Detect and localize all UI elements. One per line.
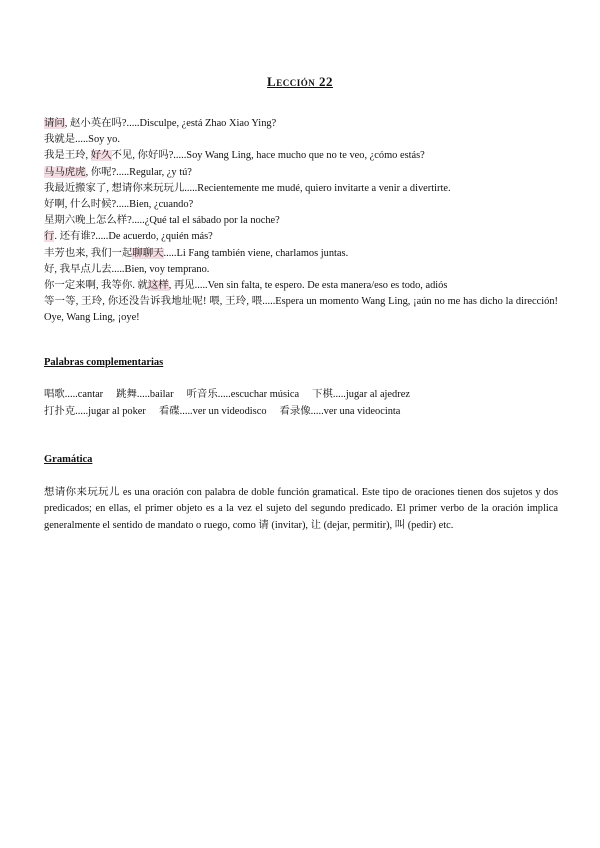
dialog-text: 我就是.....Soy yo. (44, 134, 120, 146)
dialog-line (44, 278, 558, 294)
vocab-item: 打扑克.....jugar al poker (44, 405, 146, 417)
highlighted-phrase: 好久 (90, 150, 112, 162)
highlighted-phrase: 马马虎虎 (44, 166, 86, 178)
highlighted-phrase: 聊聊天 (132, 247, 164, 259)
dialog-line (44, 213, 558, 229)
dialog-text: 好啊, 什么时候?.....Bien, ¿cuando? (44, 199, 194, 211)
vocab-item: 看录像.....ver una videocinta (279, 405, 401, 417)
dialog-text: , 你呢?.....Regular, ¿y tú? (85, 166, 192, 178)
vocab-item: 看碟.....ver un videodisco (158, 405, 267, 417)
dialog-line (44, 116, 558, 132)
highlighted-phrase: 行 (44, 231, 55, 243)
grammar-paragraph: 想请你来玩玩儿 es una oración con palabra de doble función gramatical. Este tipo de oraciones tienen dos sujetos y dos predicados; en ellas, el primer objeto es a la vez el sujeto del segundo predicado. El primer verbo de la oración implica generalmente el sentido de mandato o ruego, como 请 (invitar), 让 (dejar, permitir), 叫 (pedir) etc. (44, 487, 558, 531)
vocab-item: 下棋.....jugar al ajedrez (312, 389, 410, 400)
dialog-text: . 还有谁?.....De acuerdo, ¿quién más? (54, 231, 213, 243)
vocab-list (44, 387, 558, 420)
dialog-text: 等一等, 王玲, 你还没告诉我地址呢! 喂, 王玲, 喂.....Espera un momento Wang Ling, ¡aún no me has dicho la dirección! Oye, Wang Ling, ¡oye! (44, 296, 558, 324)
vocab-row (44, 387, 558, 404)
dialogue (44, 116, 558, 327)
lesson-title: Lección 22 (267, 74, 333, 89)
vocab-heading: Palabras complementarias (44, 357, 164, 368)
dialog-line (44, 197, 558, 213)
dialog-line (44, 181, 558, 197)
dialog-line (44, 148, 558, 164)
vocab-row (44, 404, 558, 421)
dialog-text: 不见, 你好吗?.....Soy Wang Ling, hace mucho que no te veo, ¿cómo estás? (111, 150, 425, 162)
dialog-line (44, 246, 558, 262)
vocab-item: 跳舞.....bailar (116, 389, 174, 400)
dialog-line (44, 294, 558, 326)
dialog-text: 你一定来啊, 我等你. 就 (44, 280, 148, 292)
dialog-text: 我最近搬家了, 想请你来玩玩儿.....Recientemente me mudé, quiero invitarte a venir a divertirte. (44, 182, 451, 194)
vocab-item: 唱歌.....cantar (44, 389, 104, 400)
dialog-text: , 再见.....Ven sin falta, te espero. De esta manera/eso es todo, adiós (168, 280, 448, 292)
highlighted-phrase: 这样 (147, 280, 169, 292)
dialog-text: 我是王玲, (44, 150, 91, 162)
dialog-text: 好, 我早点儿去.....Bien, voy temprano. (44, 263, 210, 275)
highlighted-phrase: 请问 (44, 118, 65, 129)
dialog-text: .....Li Fang también viene, charlamos juntas. (163, 247, 349, 259)
dialog-line (44, 132, 558, 148)
dialog-text: 星期六晚上怎么样?.....¿Qué tal el sábado por la noche? (44, 215, 280, 227)
dialog-line (44, 229, 558, 245)
dialog-text: , 赵小英在吗?.....Disculpe, ¿está Zhao Xiao Ying? (64, 118, 277, 129)
dialog-line (44, 165, 558, 181)
vocab-item: 听音乐.....escuchar música (186, 389, 300, 400)
grammar-heading: Gramática (44, 454, 93, 465)
dialog-text: 丰芳也来, 我们一起 (44, 247, 133, 259)
dialog-line (44, 262, 558, 278)
